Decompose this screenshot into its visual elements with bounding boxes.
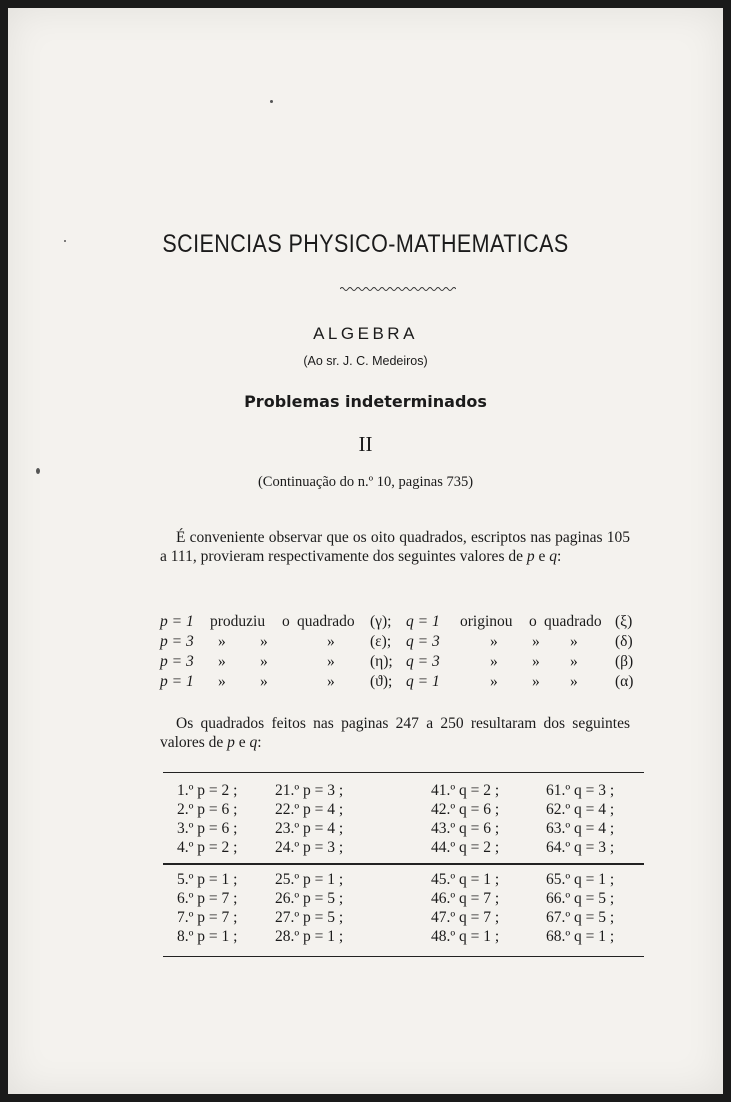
table-cell: 22.º p = 4 ; — [275, 801, 344, 818]
table-cell: 2.º p = 6 ; — [177, 801, 238, 818]
values-noun2: » — [570, 633, 578, 650]
scanned-page — [8, 8, 723, 1094]
table-cell: 41.º q = 2 ; — [431, 782, 500, 799]
variable-q: q — [549, 548, 557, 565]
table-cell: 25.º p = 1 ; — [275, 871, 344, 888]
table-cell: 1.º p = 2 ; — [177, 782, 238, 799]
ink-speck — [270, 100, 273, 103]
values-verb2: » — [490, 673, 498, 690]
values-o1: o — [282, 613, 290, 630]
table-cell: 24.º p = 3 ; — [275, 839, 344, 856]
values-o2: » — [532, 653, 540, 670]
table-cell: 7.º p = 7 ; — [177, 909, 238, 926]
values-q: q = 1 — [406, 613, 440, 630]
values-noun2: quadrado — [544, 613, 602, 630]
values-table — [163, 772, 644, 958]
values-sq1: (ε); — [370, 633, 392, 650]
table-cell: 8.º p = 1 ; — [177, 928, 238, 945]
values-p: p = 3 — [160, 633, 194, 650]
table-bottom-rule — [163, 956, 644, 957]
values-p: p = 3 — [160, 653, 194, 670]
paragraph-text: Os quadrados feitos nas paginas 247 a 250 resultaram dos seguintes valores de — [160, 715, 630, 751]
wavy-divider — [340, 284, 456, 294]
values-verb1: produziu — [210, 613, 266, 630]
section-heading: ALGEBRA — [313, 324, 418, 343]
table-cell: 6.º p = 7 ; — [177, 890, 238, 907]
continuation-note: (Continuação do n.º 10, paginas 735) — [257, 474, 474, 490]
table-cell: 4.º p = 2 ; — [177, 839, 238, 856]
article-subtitle: Problemas indeterminados — [244, 392, 487, 411]
paragraph-text: É conveniente observar que os oito quadrados, escriptos nas paginas 105 a 111, provieram respectivamente dos seguintes valores de — [160, 529, 630, 565]
values-noun1: » — [327, 653, 335, 670]
values-verb2: originou — [460, 613, 513, 630]
table-cell: 67.º q = 5 ; — [546, 909, 615, 926]
paragraph-results — [160, 714, 630, 752]
values-o1: » — [260, 633, 268, 650]
table-cell: 27.º p = 5 ; — [275, 909, 344, 926]
table-cell: 43.º q = 6 ; — [431, 820, 500, 837]
conjunction: e — [238, 734, 246, 751]
variable-p: p — [227, 734, 235, 751]
table-cell: 61.º q = 3 ; — [546, 782, 615, 799]
values-q: q = 3 — [406, 633, 440, 650]
values-q: q = 3 — [406, 653, 440, 670]
table-cell: 42.º q = 6 ; — [431, 801, 500, 818]
table-cell: 44.º q = 2 ; — [431, 839, 500, 856]
values-verb2: » — [490, 633, 498, 650]
colon: : — [557, 548, 562, 565]
values-noun1: » — [327, 673, 335, 690]
values-verb1: » — [218, 673, 226, 690]
table-cell: 28.º p = 1 ; — [275, 928, 344, 945]
table-cell: 63.º q = 4 ; — [546, 820, 615, 837]
part-number: II — [358, 432, 373, 456]
table-cell: 48.º q = 1 ; — [431, 928, 500, 945]
colon: : — [257, 734, 262, 751]
values-q: q = 1 — [406, 673, 440, 690]
table-cell: 3.º p = 6 ; — [177, 820, 238, 837]
table-cell: 26.º p = 5 ; — [275, 890, 344, 907]
values-sq2: (β) — [615, 653, 634, 670]
table-cell: 62.º q = 4 ; — [546, 801, 615, 818]
values-sq2: (α) — [615, 673, 634, 690]
values-p: p = 1 — [160, 673, 194, 690]
values-sq2: (δ) — [615, 633, 633, 650]
values-o1: » — [260, 653, 268, 670]
table-top-rule — [163, 772, 644, 773]
values-sq2: (ξ) — [615, 613, 633, 630]
values-o2: o — [529, 613, 537, 630]
values-sq1: (η); — [370, 653, 393, 670]
table-cell: 46.º q = 7 ; — [431, 890, 500, 907]
table-cell: 21.º p = 3 ; — [275, 782, 344, 799]
page-title: SCIENCIAS PHYSICO-MATHEMATICAS — [162, 230, 569, 258]
values-noun1: » — [327, 633, 335, 650]
table-cell: 68.º q = 1 ; — [546, 928, 615, 945]
variable-q: q — [249, 734, 258, 751]
values-sq1: (γ); — [370, 613, 392, 630]
table-cell: 23.º p = 4 ; — [275, 820, 344, 837]
variable-p: p — [526, 548, 535, 565]
conjunction: e — [538, 548, 546, 565]
values-p: p = 1 — [160, 613, 194, 630]
values-sq1: (ϑ); — [370, 673, 393, 690]
table-cell: 65.º q = 1 ; — [546, 871, 615, 888]
table-middle-rule — [163, 863, 644, 865]
values-verb1: » — [218, 633, 226, 650]
table-cell: 66.º q = 5 ; — [546, 890, 615, 907]
values-o1: » — [260, 673, 268, 690]
values-verb2: » — [490, 653, 498, 670]
table-cell: 5.º p = 1 ; — [177, 871, 238, 888]
paragraph-intro — [160, 528, 630, 566]
values-noun2: » — [570, 673, 578, 690]
values-verb1: » — [218, 653, 226, 670]
values-o2: » — [532, 633, 540, 650]
table-cell: 45.º q = 1 ; — [431, 871, 500, 888]
values-noun2: » — [570, 653, 578, 670]
table-cell: 47.º q = 7 ; — [431, 909, 500, 926]
dedication: (Ao sr. J. C. Medeiros) — [303, 354, 428, 368]
values-o2: » — [532, 673, 540, 690]
values-noun1: quadrado — [297, 613, 355, 630]
table-cell: 64.º q = 3 ; — [546, 839, 615, 856]
